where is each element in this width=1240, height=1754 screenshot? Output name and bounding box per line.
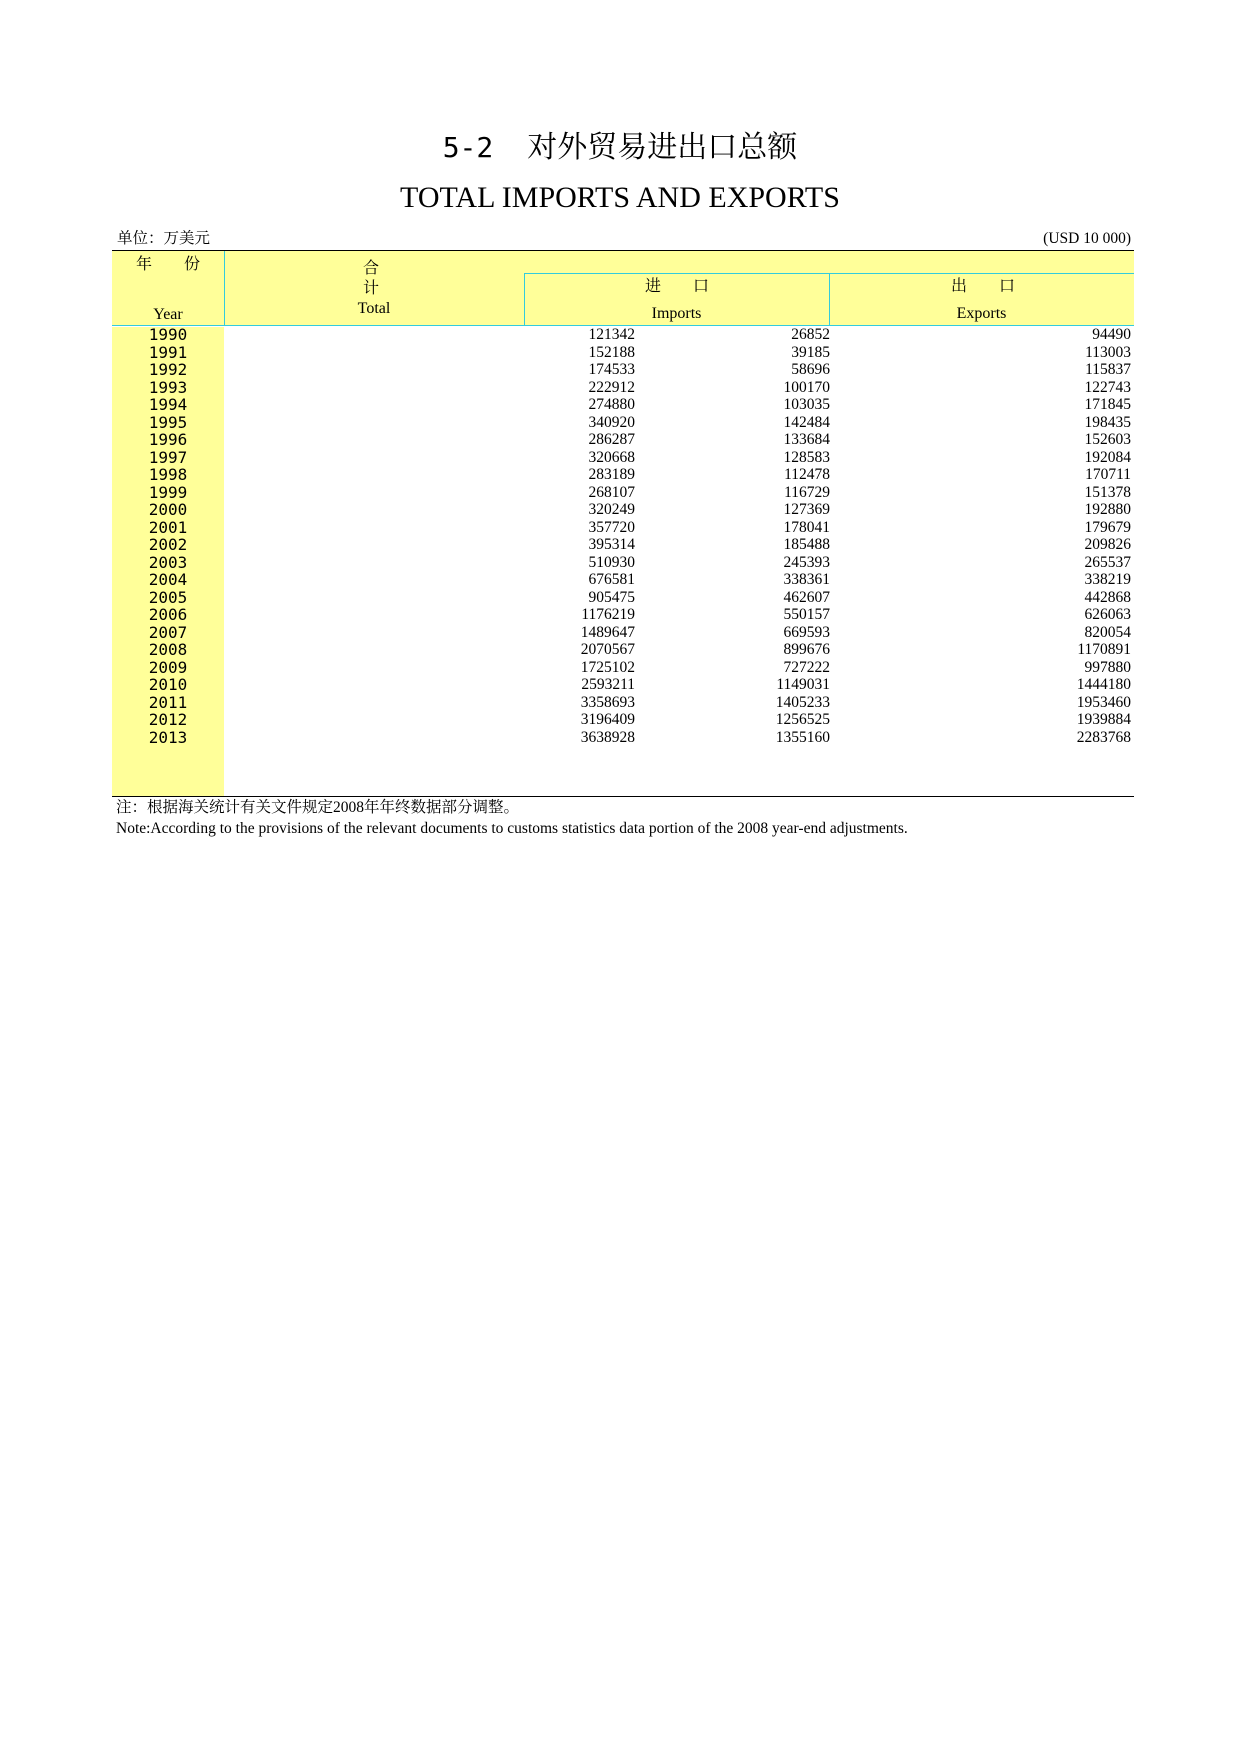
year-cell: 1999	[148, 482, 188, 502]
total-cell: 2070567	[580, 641, 635, 658]
total-cell: 3196409	[580, 711, 635, 728]
imports-cell: 550157	[783, 606, 830, 623]
exports-cell: 94490	[1092, 326, 1131, 343]
year-cell: 2004	[148, 570, 188, 589]
imports-cell: 39185	[791, 343, 830, 361]
exports-cell: 1444180	[1076, 676, 1131, 693]
year-cell: 2003	[148, 552, 188, 572]
imports-cell: 1149031	[776, 676, 830, 693]
year-cell: 1994	[148, 395, 188, 414]
imports-cell: 178041	[783, 518, 830, 536]
total-cell: 283189	[588, 466, 635, 483]
year-cell: 1996	[148, 430, 188, 449]
exports-cell: 179679	[1084, 518, 1131, 536]
note-cn: 注：根据海关统计有关文件规定2008年年终数据部分调整。	[116, 799, 520, 816]
imports-cell: 58696	[791, 361, 830, 378]
imports-cell: 1355160	[775, 728, 830, 746]
total-cell: 174533	[588, 361, 635, 378]
header-imports-cn: 进 口	[644, 278, 723, 295]
imports-cell: 338361	[783, 571, 830, 588]
exports-cell: 151378	[1084, 483, 1131, 501]
unit-cn: 单位：万美元	[117, 230, 211, 247]
imports-cell: 727222	[783, 658, 830, 676]
imports-cell: 127369	[783, 501, 830, 518]
total-cell: 676581	[588, 571, 635, 588]
total-cell: 320249	[588, 501, 635, 518]
year-cell: 1991	[148, 342, 188, 362]
exports-cell: 338219	[1084, 571, 1131, 588]
imports-cell: 462607	[783, 588, 830, 606]
imports-cell: 185488	[783, 536, 830, 553]
total-cell: 320668	[588, 448, 635, 466]
exports-cell: 209826	[1084, 536, 1131, 553]
note-en: Note:According to the provisions of the relevant documents to customs statistics data portion of the 2008 year-end adjustments.	[116, 820, 908, 837]
imports-cell: 112478	[784, 466, 830, 483]
year-cell: 2000	[148, 500, 188, 519]
imports-cell: 899676	[783, 641, 830, 658]
total-cell: 1725102	[580, 658, 635, 676]
year-cell: 2006	[148, 605, 188, 624]
table-number: 5-2	[442, 131, 494, 164]
header-exports-en: Exports	[956, 305, 1007, 322]
exports-cell: 265537	[1084, 553, 1131, 571]
exports-cell: 115837	[1085, 361, 1131, 378]
year-cell: 2009	[148, 657, 188, 677]
exports-cell: 1939884	[1076, 711, 1131, 728]
title-cn-text: 对外贸易进出口总额	[527, 131, 798, 164]
exports-cell: 442868	[1084, 588, 1131, 606]
year-cell: 1998	[148, 465, 188, 484]
total-cell: 121342	[588, 326, 635, 343]
table-row	[112, 728, 1134, 748]
year-cell: 2002	[148, 535, 188, 554]
total-cell: 357720	[588, 518, 635, 536]
year-cell: 1997	[148, 447, 188, 467]
year-cell: 2011	[148, 692, 188, 712]
total-cell: 222912	[588, 378, 635, 396]
imports-cell: 133684	[783, 431, 830, 448]
header-year-en: Year	[153, 306, 183, 323]
imports-cell: 128583	[783, 448, 830, 466]
imports-cell: 100170	[783, 378, 830, 396]
year-cell: 2005	[148, 587, 188, 607]
year-cell: 2013	[148, 727, 188, 747]
exports-cell: 1953460	[1076, 693, 1131, 711]
year-cell: 2001	[148, 517, 188, 537]
exports-cell: 171845	[1084, 396, 1131, 413]
exports-cell: 170711	[1085, 466, 1131, 483]
imports-cell: 142484	[783, 413, 830, 431]
exports-cell: 997880	[1084, 658, 1131, 676]
exports-cell: 152603	[1084, 431, 1131, 448]
total-cell: 3358693	[580, 693, 635, 711]
year-cell: 1993	[148, 377, 188, 397]
unit-row	[112, 228, 1134, 251]
total-cell: 286287	[588, 431, 635, 448]
year-cell: 1990	[148, 325, 188, 344]
total-cell: 1489647	[580, 623, 635, 641]
exports-cell: 2283768	[1076, 728, 1131, 746]
year-cell: 2007	[148, 622, 188, 642]
header-imports-en: Imports	[651, 305, 702, 322]
total-cell: 1176219	[581, 606, 635, 623]
exports-cell: 122743	[1084, 378, 1131, 396]
exports-cell: 820054	[1084, 623, 1131, 641]
total-cell: 905475	[588, 588, 635, 606]
header-total-en: Total	[357, 300, 391, 317]
imports-cell: 1256525	[775, 711, 830, 728]
header-exports-cn: 出 口	[950, 278, 1029, 295]
exports-cell: 198435	[1084, 413, 1131, 431]
imports-cell: 1405233	[775, 693, 830, 711]
header-year-cn: 年 份	[135, 256, 214, 273]
imports-cell: 116729	[784, 483, 830, 501]
total-cell: 3638928	[580, 728, 635, 746]
total-cell: 395314	[588, 536, 635, 553]
total-cell: 2593211	[581, 676, 635, 693]
total-cell: 152188	[588, 343, 635, 361]
page-title-en: TOTAL IMPORTS AND EXPORTS	[400, 181, 840, 214]
year-cell: 1995	[148, 412, 188, 432]
year-cell: 2012	[148, 710, 188, 729]
imports-cell: 26852	[791, 326, 830, 343]
imports-cell: 245393	[783, 553, 830, 571]
header-total-cn: 合 计	[362, 260, 393, 297]
total-cell: 340920	[588, 413, 635, 431]
year-cell: 2010	[148, 675, 188, 694]
year-cell: 2008	[148, 640, 188, 659]
total-cell: 274880	[588, 396, 635, 413]
table-header	[112, 251, 1134, 326]
exports-cell: 1170891	[1077, 641, 1131, 658]
exports-cell: 192880	[1084, 501, 1131, 518]
exports-cell: 113003	[1085, 343, 1131, 361]
page-title-cn	[0, 128, 1240, 168]
year-cell: 1992	[148, 360, 188, 379]
exports-cell: 192084	[1084, 448, 1131, 466]
total-cell: 510930	[588, 553, 635, 571]
unit-en: (USD 10 000)	[1043, 230, 1131, 247]
exports-cell: 626063	[1084, 606, 1131, 623]
imports-cell: 669593	[783, 623, 830, 641]
total-cell: 268107	[588, 483, 635, 501]
imports-cell: 103035	[783, 396, 830, 413]
